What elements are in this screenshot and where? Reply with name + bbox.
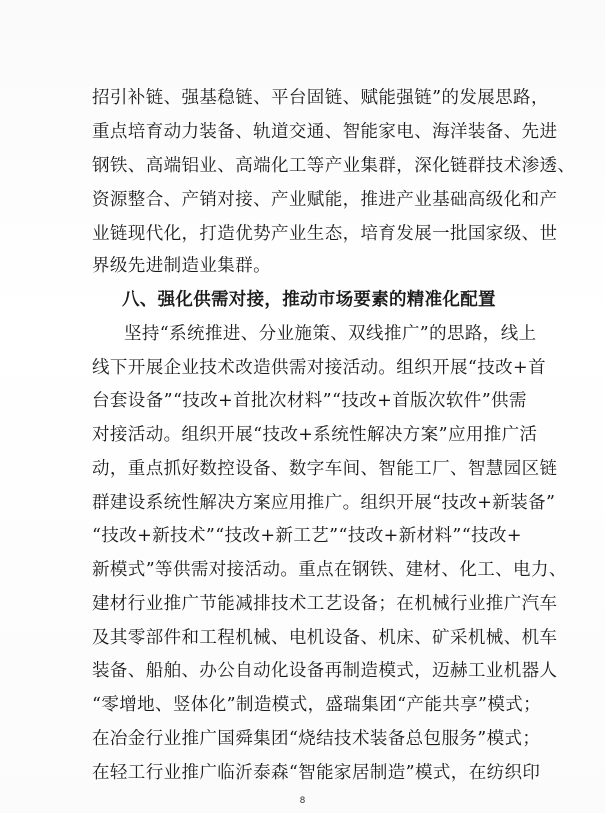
text-line-14: “技改+新技术”“技改+新工艺”“技改+新材料”“技改+: [92, 526, 522, 546]
text-line-15: 新模式”等供需对接活动。重点在钢铁、建材、化工、电力、: [92, 560, 567, 580]
text-line-4: 资源整合、产销对接、产业赋能，推进产业基础高级化和产: [92, 190, 558, 210]
text-line-18: 装备、船舶、办公自动化设备再制造模式，迈赫工业机器人: [92, 661, 558, 681]
text-line-9: 线下开展企业技术改造供需对接活动。组织开展“技改+首: [92, 358, 547, 378]
text-line-3: 钢铁、高端铝业、高端化工等产业集群，深化链群技术渗透、: [92, 156, 576, 176]
text-line-8: 坚持“系统推进、分业施策、双线推广”的思路，线上: [124, 324, 537, 344]
text-line-19: “零增地、竖体化”制造模式，盛瑞集团“产能共享”模式；: [92, 695, 542, 715]
text-line-6: 界级先进制造业集群。: [92, 256, 271, 276]
page-number: 8: [299, 796, 306, 806]
text-line-12: 动，重点抓好数控设备、数字车间、智能工厂、智慧园区链: [92, 459, 558, 479]
text-line-17: 及其零部件和工程机械、电机设备、机床、矿采机械、机车: [92, 628, 558, 648]
text-line-10: 台套设备”“技改+首批次材料”“技改+首版次软件”供需: [92, 391, 527, 411]
text-line-2: 重点培育动力装备、轨道交通、智能家电、海洋装备、先进: [92, 122, 558, 142]
text-line-13: 群建设系统性解决方案应用推广。组织开展“技改+新装备”: [92, 493, 556, 513]
text-line-11: 对接活动。组织开展“技改+系统性解决方案”应用推广活: [92, 425, 538, 445]
text-line-20: 在冶金行业推广国舜集团“烧结技术装备总包服务”模式；: [92, 729, 541, 749]
text-line-16: 建材行业推广节能减排技术工艺设备；在机械行业推广汽车: [92, 594, 558, 614]
section-heading: 八、强化供需对接，推动市场要素的精准化配置: [122, 290, 496, 310]
text-line-21: 在轻工行业推广临沂泰森“智能家居制造”模式，在纺织印: [92, 763, 541, 783]
text-line-1: 招引补链、强基稳链、平台固链、赋能强链”的发展思路，: [92, 88, 549, 108]
text-line-5: 业链现代化，打造优势产业生态，培育发展一批国家级、世: [92, 224, 558, 244]
